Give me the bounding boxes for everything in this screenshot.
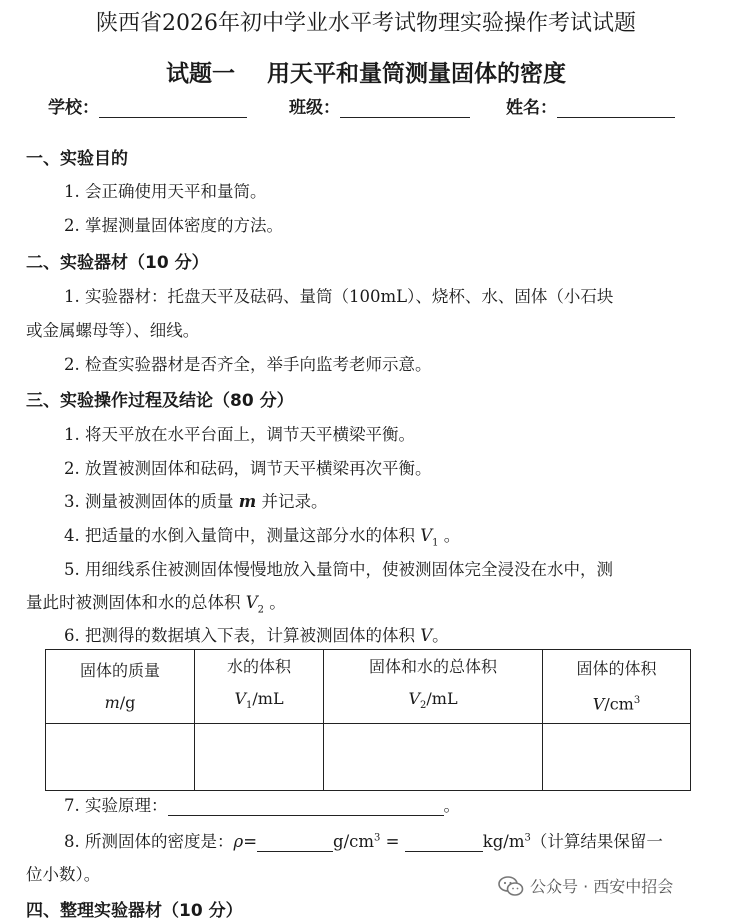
item6-text: 6. 把测得的数据填入下表，计算被测固体的体积 (64, 626, 421, 645)
unit-g-cm3: g/cm (333, 832, 375, 851)
section3-item-8-line2: 位小数）。 (26, 865, 101, 884)
table-header-row (46, 650, 691, 724)
item5-text-end: 。 (264, 593, 286, 612)
item6-text-end: 。 (432, 626, 449, 645)
class-field (289, 93, 470, 118)
table-cell-solid-volume[interactable] (543, 724, 691, 791)
header-mass-label: 固体的质量 (79, 660, 160, 680)
section2-item-2: 2. 检查实验器材是否齐全，举手向监考老师示意。 (64, 355, 432, 374)
item3-text-end: 并记录。 (256, 492, 328, 511)
watermark (498, 874, 673, 897)
table-header-mass (46, 650, 195, 724)
section4-heading: 四、整理实验器材（10 分） (26, 901, 243, 921)
volume-subscript: 1 (432, 537, 439, 549)
table-cell-total-volume[interactable] (324, 724, 543, 791)
item8-eq2: = (380, 832, 405, 851)
table-header-solid-volume (543, 650, 691, 724)
item3-text: 3. 测量被测固体的质量 (64, 492, 239, 511)
volume-variable: V (420, 526, 433, 545)
table-header-water-volume (195, 650, 324, 724)
density-kg-blank[interactable] (405, 834, 483, 852)
header-solid-var: V (592, 694, 605, 714)
unit-g-cm3-sup: 3 (374, 832, 381, 844)
item4-text: 4. 把适量的水倒入量筒中，测量这部分水的体积 (64, 526, 421, 545)
section3-item-7 (64, 792, 460, 816)
name-blank[interactable] (557, 99, 675, 118)
section2-item-1-line1: 1. 实验器材：托盘天平及砝码、量筒（100mL）、烧杯、水、固体（小石块 (64, 287, 614, 306)
item8-note: （计算结果保留一 (530, 832, 663, 851)
section3-item-6 (64, 622, 449, 646)
section3-item-1: 1. 将天平放在水平台面上，调节天平横梁平衡。 (64, 425, 415, 444)
solid-volume-variable: V (420, 626, 433, 645)
watermark-text: 公众号 · 西安中招会 (530, 877, 674, 896)
header-total-sub: 2 (420, 700, 427, 712)
header-water-unit: /mL (252, 689, 284, 708)
class-blank[interactable] (340, 99, 470, 118)
item8-eq: = (243, 832, 258, 851)
unit-kg-m3-sup: 3 (524, 832, 531, 844)
table-row (46, 724, 691, 791)
header-total-unit: /mL (426, 689, 458, 708)
section1-heading: 一、实验目的 (26, 149, 128, 169)
school-field (48, 93, 247, 118)
header-water-var: V (234, 689, 246, 708)
header-mass-var: m (104, 692, 120, 712)
section3-item-4 (64, 522, 460, 548)
rho-symbol: ρ (233, 832, 244, 851)
school-blank[interactable] (99, 99, 247, 118)
section2-item-1-line2: 或金属螺母等）、细线。 (26, 321, 200, 340)
unit-kg-m3: kg/m (482, 832, 525, 851)
wechat-icon (498, 876, 524, 896)
item4-text-end: 。 (438, 526, 461, 545)
header-mass-unit: /g (119, 692, 136, 712)
section1-item-2: 2. 掌握测量固体密度的方法。 (64, 216, 283, 235)
table-cell-mass[interactable] (46, 724, 195, 791)
data-table (45, 649, 691, 791)
section3-item-3 (64, 488, 327, 512)
total-volume-variable: V (245, 593, 258, 612)
table-cell-water-volume[interactable] (195, 724, 324, 791)
header-solid-label: 固体的体积 (576, 658, 657, 678)
header-water-sub: 1 (246, 700, 253, 712)
school-label: 学校： (48, 98, 99, 118)
mass-variable: m (238, 492, 257, 511)
main-title: 陕西省2026年初中学业水平考试物理实验操作考试试题 (96, 11, 636, 36)
section1-item-1: 1. 会正确使用天平和量筒。 (64, 182, 267, 201)
section3-item-5-line2 (26, 589, 286, 615)
item7-end: 。 (443, 796, 460, 815)
density-g-blank[interactable] (257, 834, 333, 852)
total-volume-subscript: 2 (257, 604, 265, 616)
class-label: 班级： (289, 98, 340, 118)
principle-blank[interactable] (168, 798, 444, 816)
section2-heading: 二、实验器材（10 分） (26, 253, 209, 273)
name-label: 姓名： (506, 98, 557, 118)
section3-item-2: 2. 放置被测固体和砝码，调节天平横梁再次平衡。 (64, 459, 432, 478)
header-solid-unit: /cm (604, 694, 634, 714)
sub-title: 试题一 用天平和量筒测量固体的密度 (165, 61, 567, 87)
header-solid-sup: 3 (633, 694, 641, 706)
item5-text: 量此时被测固体和水的总体积 (26, 593, 246, 612)
item8-label: 8. 所测固体的密度是： (64, 832, 234, 851)
item7-label: 7. 实验原理： (64, 796, 168, 815)
header-total-var: V (408, 689, 420, 708)
header-total-label: 固体和水的总体积 (368, 657, 497, 676)
header-water-label: 水的体积 (226, 657, 291, 676)
section3-item-5-line1: 5. 用细线系住被测固体慢慢地放入量筒中，使被测固体完全浸没在水中，测 (64, 560, 613, 579)
table-header-total-volume (324, 650, 543, 724)
name-field (506, 93, 675, 118)
section3-heading: 三、实验操作过程及结论（80 分） (26, 391, 294, 411)
section3-item-8 (64, 828, 663, 852)
